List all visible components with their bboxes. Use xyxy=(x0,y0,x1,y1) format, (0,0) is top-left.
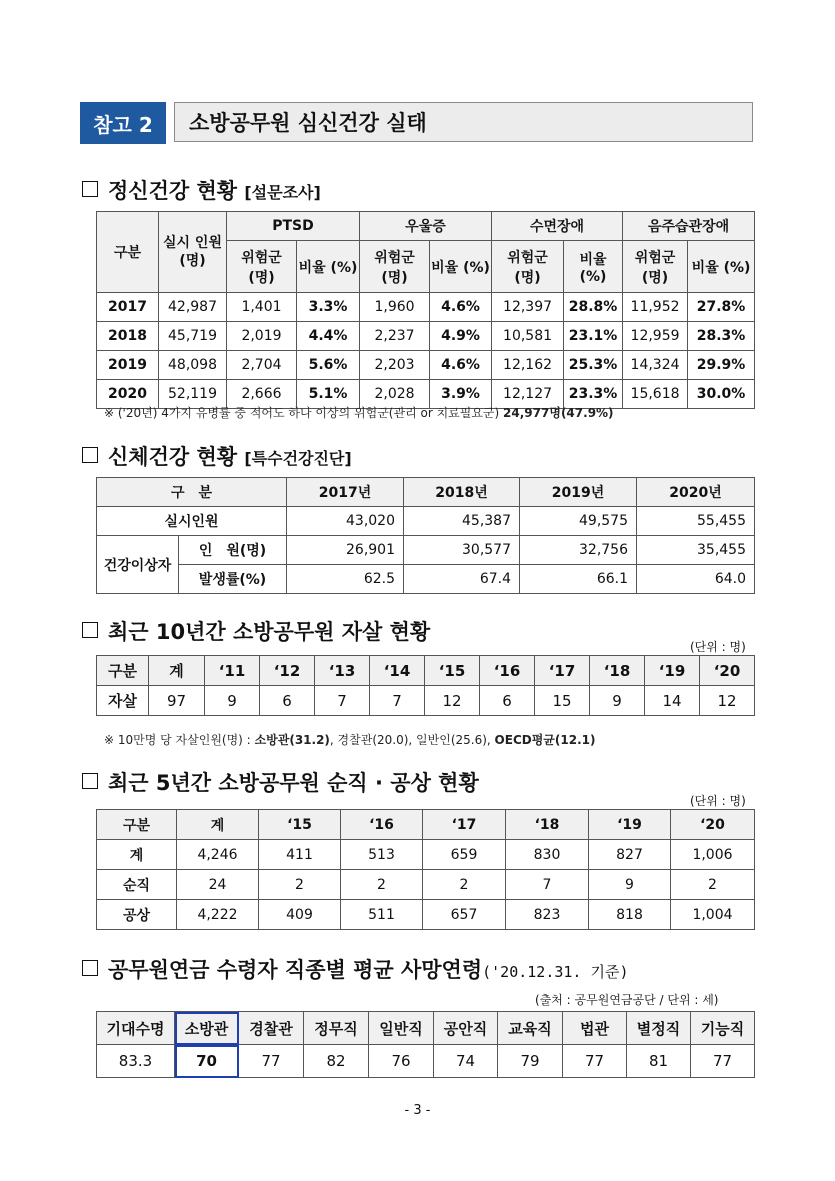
col-header: ‘15 xyxy=(259,810,341,840)
cell: 77 xyxy=(691,1045,755,1078)
col-header: ‘17 xyxy=(535,656,590,686)
col-header: ‘14 xyxy=(370,656,425,686)
mental-health-table xyxy=(96,211,755,409)
cell: 12 xyxy=(700,686,755,716)
col-people: 실시 인원 (명) xyxy=(159,212,227,293)
cell: 818 xyxy=(589,900,671,930)
cell: 49,575 xyxy=(520,507,637,536)
cell: 55,455 xyxy=(637,507,755,536)
cell: 76 xyxy=(369,1045,434,1078)
col-header: ‘16 xyxy=(341,810,423,840)
col-year: 2017년 xyxy=(287,478,404,507)
cell: 409 xyxy=(259,900,341,930)
row-label: 순직 xyxy=(97,870,177,900)
cell: 9 xyxy=(590,686,645,716)
col-header: 일반직 xyxy=(369,1012,434,1045)
cell: 67.4 xyxy=(404,565,520,594)
table-row xyxy=(97,840,755,870)
rate-cell: 4.9% xyxy=(430,322,492,351)
row-label: 공상 xyxy=(97,900,177,930)
rate-cell: 4.4% xyxy=(297,322,360,351)
cell: 7 xyxy=(370,686,425,716)
col-header: 교육직 xyxy=(498,1012,563,1045)
cell: 6 xyxy=(480,686,535,716)
reference-badge: 참고 2 xyxy=(80,102,166,144)
cell: 830 xyxy=(506,840,589,870)
square-bullet-icon xyxy=(82,960,98,976)
sub-risk: 위험군 (명) xyxy=(623,241,688,293)
risk-cell: 14,324 xyxy=(623,351,688,380)
col-header: ‘12 xyxy=(260,656,315,686)
col-header: ‘18 xyxy=(506,810,589,840)
risk-cell: 1,960 xyxy=(360,293,430,322)
rate-cell: 23.1% xyxy=(564,322,623,351)
rate-cell: 27.8% xyxy=(688,293,755,322)
col-header: ‘18 xyxy=(590,656,645,686)
rate-cell: 3.3% xyxy=(297,293,360,322)
year-cell: 2020 xyxy=(97,380,159,409)
rate-cell: 28.3% xyxy=(688,322,755,351)
square-bullet-icon xyxy=(82,622,98,638)
col-header: 공안직 xyxy=(434,1012,498,1045)
sub-risk: 위험군 (명) xyxy=(227,241,297,293)
rate-cell: 25.3% xyxy=(564,351,623,380)
duty-table xyxy=(96,809,755,930)
cell: 411 xyxy=(259,840,341,870)
section-physical-health-heading: 신체건강 현황 [특수건강진단] xyxy=(82,441,352,471)
table-row xyxy=(97,870,755,900)
sub-risk: 위험군 (명) xyxy=(360,241,430,293)
col-header: ‘15 xyxy=(425,656,480,686)
sub-risk: 위험군 (명) xyxy=(492,241,564,293)
col-header: ‘19 xyxy=(589,810,671,840)
table-row xyxy=(97,293,755,322)
mental-note: ※ ('20년) 4가지 유병률 중 적어도 하나 이상의 위험군(관리 or 치료필요군) 24,977명(47.9%) xyxy=(104,406,614,420)
cell: 82 xyxy=(304,1045,369,1078)
cell: 14 xyxy=(645,686,700,716)
cell: 9 xyxy=(589,870,671,900)
group-sleep: 수면장애 xyxy=(492,212,623,241)
people-cell: 45,719 xyxy=(159,322,227,351)
risk-cell: 2,028 xyxy=(360,380,430,409)
table-row xyxy=(97,351,755,380)
col-year: 2018년 xyxy=(404,478,520,507)
cell: 79 xyxy=(498,1045,563,1078)
col-header: ‘16 xyxy=(480,656,535,686)
cell: 45,387 xyxy=(404,507,520,536)
cell: 64.0 xyxy=(637,565,755,594)
col-header: 경찰관 xyxy=(239,1012,304,1045)
row-label-rate: 발생률(%) xyxy=(179,565,287,594)
risk-cell: 2,019 xyxy=(227,322,297,351)
cell: 26,901 xyxy=(287,536,404,565)
section-duty-heading: 최근 5년간 소방공무원 순직 · 공상 현황 xyxy=(82,767,479,797)
sub-rate: 비율 (%) xyxy=(297,241,360,293)
col-header: ‘13 xyxy=(315,656,370,686)
risk-cell: 12,127 xyxy=(492,380,564,409)
section-suicide-heading: 최근 10년간 소방공무원 자살 현황 xyxy=(82,616,430,646)
rate-cell: 3.9% xyxy=(430,380,492,409)
cell: 35,455 xyxy=(637,536,755,565)
cell: 7 xyxy=(506,870,589,900)
rate-cell: 4.6% xyxy=(430,351,492,380)
col-header: ‘11 xyxy=(205,656,260,686)
col-year: 2020년 xyxy=(637,478,755,507)
cell: 24 xyxy=(177,870,259,900)
cell: 511 xyxy=(341,900,423,930)
section-mental-health-heading: 정신건강 현황 [설문조사] xyxy=(82,175,321,205)
year-cell: 2017 xyxy=(97,293,159,322)
pension-table xyxy=(96,1011,755,1078)
risk-cell: 12,162 xyxy=(492,351,564,380)
sub-rate: 비율 (%) xyxy=(430,241,492,293)
col-header: 법관 xyxy=(563,1012,627,1045)
col-header: 기능직 xyxy=(691,1012,755,1045)
cell: 70 xyxy=(175,1045,239,1078)
col-header: 기대수명 xyxy=(97,1012,175,1045)
cell: 7 xyxy=(315,686,370,716)
cell: 2 xyxy=(423,870,506,900)
col-header: ‘20 xyxy=(671,810,755,840)
cell: 823 xyxy=(506,900,589,930)
section-pension-heading: 공무원연금 수령자 직종별 평균 사망연령('20.12.31. 기준) xyxy=(82,954,629,984)
physical-health-table xyxy=(96,477,755,594)
group-depression: 우울증 xyxy=(360,212,492,241)
cell: 83.3 xyxy=(97,1045,175,1078)
cell: 2 xyxy=(671,870,755,900)
cell: 77 xyxy=(563,1045,627,1078)
col-header: 계 xyxy=(149,656,205,686)
cell: 12 xyxy=(425,686,480,716)
rate-cell: 4.6% xyxy=(430,293,492,322)
cell: 77 xyxy=(239,1045,304,1078)
cell: 66.1 xyxy=(520,565,637,594)
square-bullet-icon xyxy=(82,181,98,197)
risk-cell: 12,397 xyxy=(492,293,564,322)
col-year: 2019년 xyxy=(520,478,637,507)
risk-cell: 2,704 xyxy=(227,351,297,380)
col-header: 소방관 xyxy=(175,1012,239,1045)
cell: 2 xyxy=(259,870,341,900)
cell: 62.5 xyxy=(287,565,404,594)
col-header: ‘17 xyxy=(423,810,506,840)
row-label: 계 xyxy=(97,840,177,870)
risk-cell: 12,959 xyxy=(623,322,688,351)
rate-cell: 30.0% xyxy=(688,380,755,409)
rate-cell: 5.6% xyxy=(297,351,360,380)
duty-unit: (단위 : 명) xyxy=(690,794,746,808)
risk-cell: 2,237 xyxy=(360,322,430,351)
risk-cell: 11,952 xyxy=(623,293,688,322)
col-header: ‘20 xyxy=(700,656,755,686)
col-header: ‘19 xyxy=(645,656,700,686)
square-bullet-icon xyxy=(82,447,98,463)
table-row xyxy=(97,322,755,351)
cell: 15 xyxy=(535,686,590,716)
risk-cell: 15,618 xyxy=(623,380,688,409)
year-cell: 2019 xyxy=(97,351,159,380)
year-cell: 2018 xyxy=(97,322,159,351)
cell: 827 xyxy=(589,840,671,870)
row-label-total: 실시인원 xyxy=(97,507,287,536)
cell: 97 xyxy=(149,686,205,716)
rate-cell: 5.1% xyxy=(297,380,360,409)
suicide-table xyxy=(96,655,755,716)
cell: 4,246 xyxy=(177,840,259,870)
cell: 1,004 xyxy=(671,900,755,930)
row-label-people: 인 원(명) xyxy=(179,536,287,565)
people-cell: 52,119 xyxy=(159,380,227,409)
rate-cell: 23.3% xyxy=(564,380,623,409)
col-gubun: 구 분 xyxy=(97,478,287,507)
col-header: 계 xyxy=(177,810,259,840)
page-title: 소방공무원 심신건강 실태 xyxy=(174,102,753,142)
risk-cell: 1,401 xyxy=(227,293,297,322)
rate-cell: 28.8% xyxy=(564,293,623,322)
risk-cell: 10,581 xyxy=(492,322,564,351)
col-gubun: 구분 xyxy=(97,212,159,293)
risk-cell: 2,203 xyxy=(360,351,430,380)
cell: 657 xyxy=(423,900,506,930)
page-number: - 3 - xyxy=(404,1103,431,1118)
col-header: 구분 xyxy=(97,810,177,840)
pension-source: (출처 : 공무원연금공단 / 단위 : 세) xyxy=(535,993,719,1007)
cell: 513 xyxy=(341,840,423,870)
row-label-group: 건강이상자 xyxy=(97,536,179,594)
cell: 43,020 xyxy=(287,507,404,536)
cell: 2 xyxy=(341,870,423,900)
cell: 4,222 xyxy=(177,900,259,930)
risk-cell: 2,666 xyxy=(227,380,297,409)
suicide-note: ※ 10만명 당 자살인원(명) : 소방관(31.2), 경찰관(20.0), 일반인(25.6), OECD평균(12.1) xyxy=(104,733,596,747)
cell: 30,577 xyxy=(404,536,520,565)
table-row xyxy=(97,900,755,930)
cell: 1,006 xyxy=(671,840,755,870)
rate-cell: 29.9% xyxy=(688,351,755,380)
square-bullet-icon xyxy=(82,773,98,789)
cell: 32,756 xyxy=(520,536,637,565)
cell: 9 xyxy=(205,686,260,716)
sub-rate: 비율 (%) xyxy=(688,241,755,293)
cell: 81 xyxy=(627,1045,691,1078)
col-header: 구분 xyxy=(97,656,149,686)
cell: 74 xyxy=(434,1045,498,1078)
people-cell: 48,098 xyxy=(159,351,227,380)
col-header: 별정직 xyxy=(627,1012,691,1045)
col-header: 정무직 xyxy=(304,1012,369,1045)
cell: 659 xyxy=(423,840,506,870)
group-ptsd: PTSD xyxy=(227,212,360,241)
group-alcohol: 음주습관장애 xyxy=(623,212,755,241)
cell: 6 xyxy=(260,686,315,716)
row-label: 자살 xyxy=(97,686,149,716)
suicide-unit: (단위 : 명) xyxy=(690,640,746,654)
sub-rate: 비율 (%) xyxy=(564,241,623,293)
people-cell: 42,987 xyxy=(159,293,227,322)
page-header xyxy=(80,102,755,144)
